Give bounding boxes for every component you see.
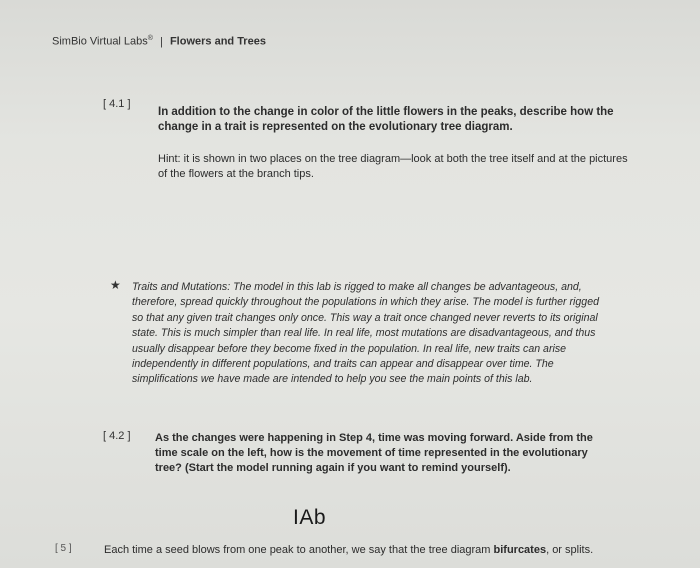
page-header	[52, 35, 266, 48]
section-5-text	[104, 543, 644, 558]
section-5-text-after: , or splits.	[546, 544, 594, 556]
question-number-4-2: [ 4.2 ]	[103, 430, 131, 442]
bifurcates-term: bifurcates	[493, 544, 547, 556]
question-4-1-hint: Hint: it is shown in two places on the tree diagram—look at both the tree itself and at the pictures of the flowers at the branch tips.	[158, 153, 628, 180]
traits-mutations-note: Traits and Mutations: The model in this lab is rigged to make all changes be advantageous, and, therefore, spread quickly throughout the populations in which they arise. The model is further rigged so that any given trait changes only once. This way a trait once changed never reverts to its original state. This is much simpler than real life. In real life, most mutations are disadvantageous, and thus usually disappear before they become fixed in the population. In real life, new traits can arise independently in different populations, and traits can appear and disappear over time. The simplifications we have made are intended to help you see the main points of this lab.	[132, 281, 599, 386]
question-4-2-text: As the changes were happening in Step 4, time was moving forward. Aside from the time scale on the left, how is the movement of time represented in the evolutionary tree? (Start the model running again if you want to remind yourself).	[155, 432, 593, 474]
lab-title: Flowers and Trees	[169, 35, 266, 48]
handwritten-answer: IAb	[293, 506, 327, 529]
question-number-4-1: [ 4.1 ]	[103, 98, 131, 110]
question-4-1-text: In addition to the change in color of the little flowers in the peaks, describe how the change in a trait is represented on the evolutionary tree diagram.	[158, 106, 614, 133]
star-icon: ★	[110, 278, 121, 292]
section-5-text-before: Each time a seed blows from one peak to another, we say that the tree diagram	[104, 544, 494, 556]
brand-name: SimBio Virtual Labs	[52, 35, 148, 48]
question-number-5: [ 5 ]	[55, 543, 72, 554]
header-separator: |	[160, 35, 163, 48]
brand-mark: ®	[147, 35, 153, 42]
